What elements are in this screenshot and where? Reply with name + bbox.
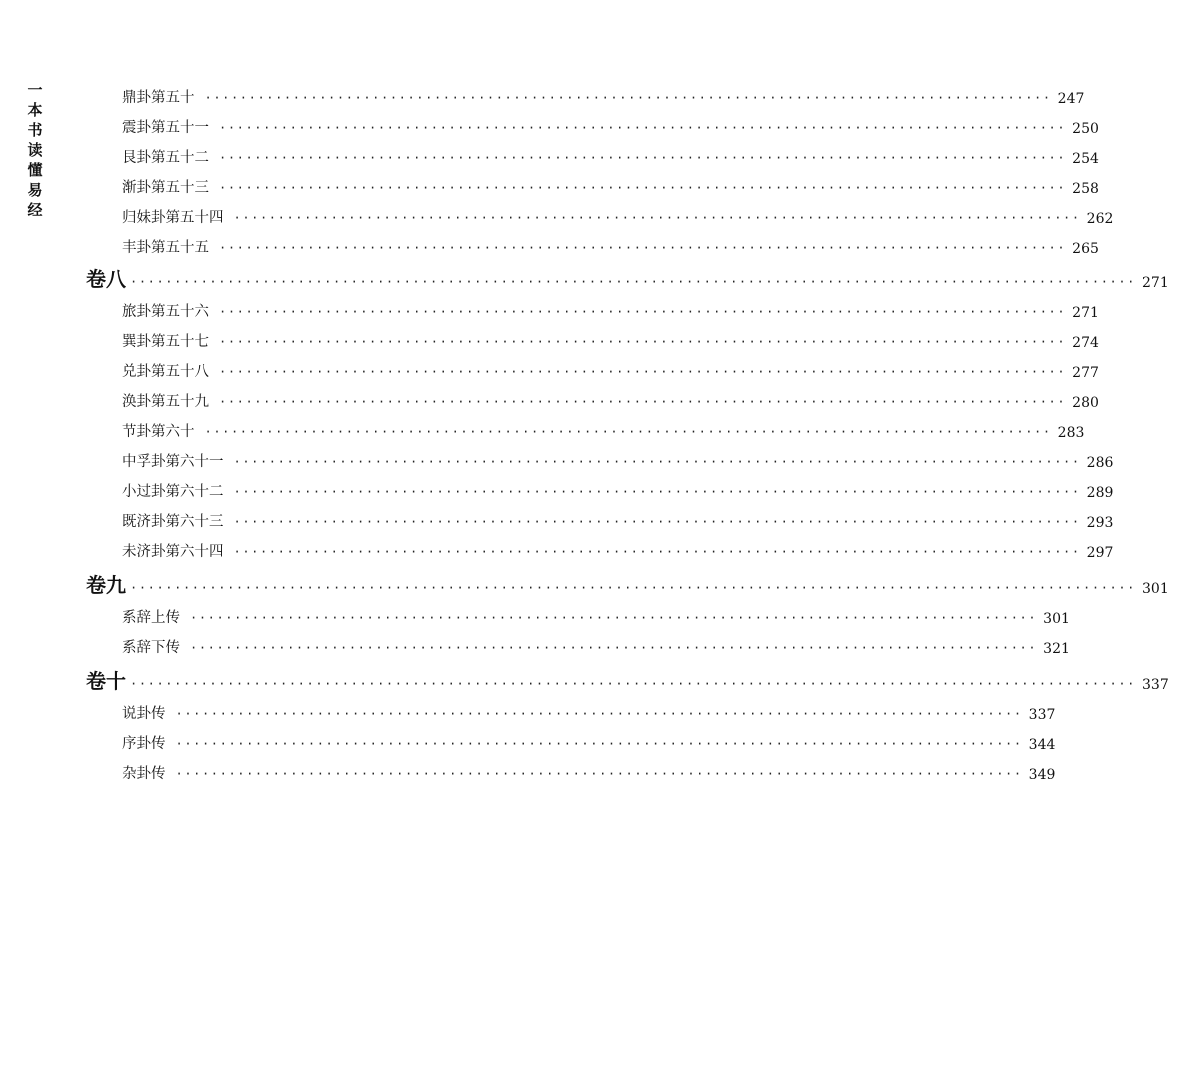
toc-page-number: 262 — [1086, 211, 1114, 227]
dot-leader: ································································································ — [233, 545, 1081, 559]
toc-entry-title: 杂卦传 — [122, 766, 166, 782]
toc-entry-title: 小过卦第六十二 — [122, 484, 224, 500]
toc-entry[interactable] — [0, 206, 1114, 228]
dot-leader: ································································································ — [233, 455, 1081, 469]
toc-entry[interactable] — [0, 606, 1070, 628]
dot-leader: ·················································································································· — [130, 677, 1137, 691]
dot-leader: ································································································ — [175, 707, 1023, 721]
dot-leader: ································································································ — [219, 395, 1067, 409]
toc-part-title: 卷九 — [86, 573, 126, 597]
toc-part-heading[interactable] — [0, 264, 1169, 292]
toc-entry-title: 涣卦第五十九 — [122, 394, 209, 410]
toc-page-number: 247 — [1057, 91, 1085, 107]
dot-leader: ································································································ — [219, 121, 1067, 135]
toc-entry[interactable] — [0, 636, 1070, 658]
toc-entry-title: 归妹卦第五十四 — [122, 210, 224, 226]
toc-entry[interactable] — [0, 236, 1099, 258]
toc-entry-title: 震卦第五十一 — [122, 120, 209, 136]
toc-entry-title: 中孚卦第六十一 — [122, 454, 224, 470]
toc-entry[interactable] — [0, 146, 1099, 168]
toc-entry[interactable] — [0, 510, 1114, 532]
dot-leader: ································································································ — [190, 641, 1038, 655]
toc-page-number: 283 — [1057, 425, 1085, 441]
toc-entry[interactable] — [0, 420, 1085, 442]
toc-page-number: 301 — [1142, 581, 1169, 597]
toc-page-number: 337 — [1142, 677, 1169, 693]
dot-leader: ································································································ — [219, 305, 1067, 319]
toc-part-title: 卷十 — [86, 669, 126, 693]
toc-entry[interactable] — [0, 450, 1114, 472]
toc-part-heading[interactable] — [0, 570, 1169, 598]
toc-page-number: 337 — [1028, 707, 1056, 723]
toc-page-number: 254 — [1072, 151, 1099, 167]
toc-entry-title: 艮卦第五十二 — [122, 150, 209, 166]
toc-page-number: 265 — [1072, 241, 1099, 257]
toc-entry[interactable] — [0, 176, 1099, 198]
toc-entry-title: 既济卦第六十三 — [122, 514, 224, 530]
toc-entry[interactable] — [0, 360, 1099, 382]
toc-part-heading[interactable] — [0, 666, 1169, 694]
toc-entry-title: 系辞下传 — [122, 640, 180, 656]
toc-entry-title: 节卦第六十 — [122, 424, 195, 440]
dot-leader: ·················································································································· — [130, 581, 1137, 595]
toc-entry[interactable] — [0, 86, 1085, 108]
dot-leader: ································································································ — [219, 241, 1067, 255]
toc-page-number: 349 — [1028, 767, 1056, 783]
toc-entry-title: 旅卦第五十六 — [122, 304, 209, 320]
dot-leader: ································································································ — [204, 425, 1052, 439]
toc-part-title: 卷八 — [86, 267, 126, 291]
dot-leader: ································································································ — [219, 365, 1067, 379]
toc-page-number: 344 — [1028, 737, 1056, 753]
toc-page-number: 297 — [1086, 545, 1114, 561]
toc-entry[interactable] — [0, 116, 1099, 138]
toc-entry[interactable] — [0, 762, 1056, 784]
dot-leader: ································································································ — [233, 515, 1081, 529]
toc-page-number: 271 — [1072, 305, 1099, 321]
toc-entry[interactable] — [0, 732, 1056, 754]
toc-entry-title: 说卦传 — [122, 706, 166, 722]
toc-entry-title: 系辞上传 — [122, 610, 180, 626]
book-title-vertical: 一本书读懂易经 — [27, 81, 43, 219]
toc-entry-title: 渐卦第五十三 — [122, 180, 209, 196]
toc-entry[interactable] — [0, 480, 1114, 502]
toc-entry[interactable] — [0, 702, 1056, 724]
dot-leader: ································································································ — [233, 211, 1081, 225]
dot-leader: ································································································ — [204, 91, 1052, 105]
dot-leader: ································································································ — [219, 181, 1067, 195]
toc-entry-title: 巽卦第五十七 — [122, 334, 209, 350]
toc-entry-title: 序卦传 — [122, 736, 166, 752]
dot-leader: ································································································ — [219, 335, 1067, 349]
dot-leader: ································································································ — [190, 611, 1038, 625]
toc-entry[interactable] — [0, 330, 1099, 352]
dot-leader: ································································································ — [175, 767, 1023, 781]
toc-entry-title: 未济卦第六十四 — [122, 544, 224, 560]
toc-page-number: 258 — [1072, 181, 1099, 197]
toc-entry[interactable] — [0, 540, 1114, 562]
toc-entry-title: 鼎卦第五十 — [122, 90, 195, 106]
dot-leader: ·················································································································· — [130, 275, 1137, 289]
toc-page-number: 301 — [1043, 611, 1070, 627]
dot-leader: ································································································ — [233, 485, 1081, 499]
toc-page-number: 271 — [1142, 275, 1169, 291]
toc-entry[interactable] — [0, 300, 1099, 322]
toc-page-number: 250 — [1072, 121, 1099, 137]
toc-entry-title: 丰卦第五十五 — [122, 240, 209, 256]
toc-page-number: 286 — [1086, 455, 1114, 471]
toc-page-number: 274 — [1072, 335, 1099, 351]
toc-entry[interactable] — [0, 390, 1099, 412]
toc-page-number: 293 — [1086, 515, 1114, 531]
dot-leader: ································································································ — [219, 151, 1067, 165]
toc-page-number: 280 — [1072, 395, 1099, 411]
toc-entry-title: 兑卦第五十八 — [122, 364, 209, 380]
toc-page-number: 289 — [1086, 485, 1114, 501]
dot-leader: ································································································ — [175, 737, 1023, 751]
toc-page-number: 277 — [1072, 365, 1099, 381]
toc-page-number: 321 — [1043, 641, 1070, 657]
